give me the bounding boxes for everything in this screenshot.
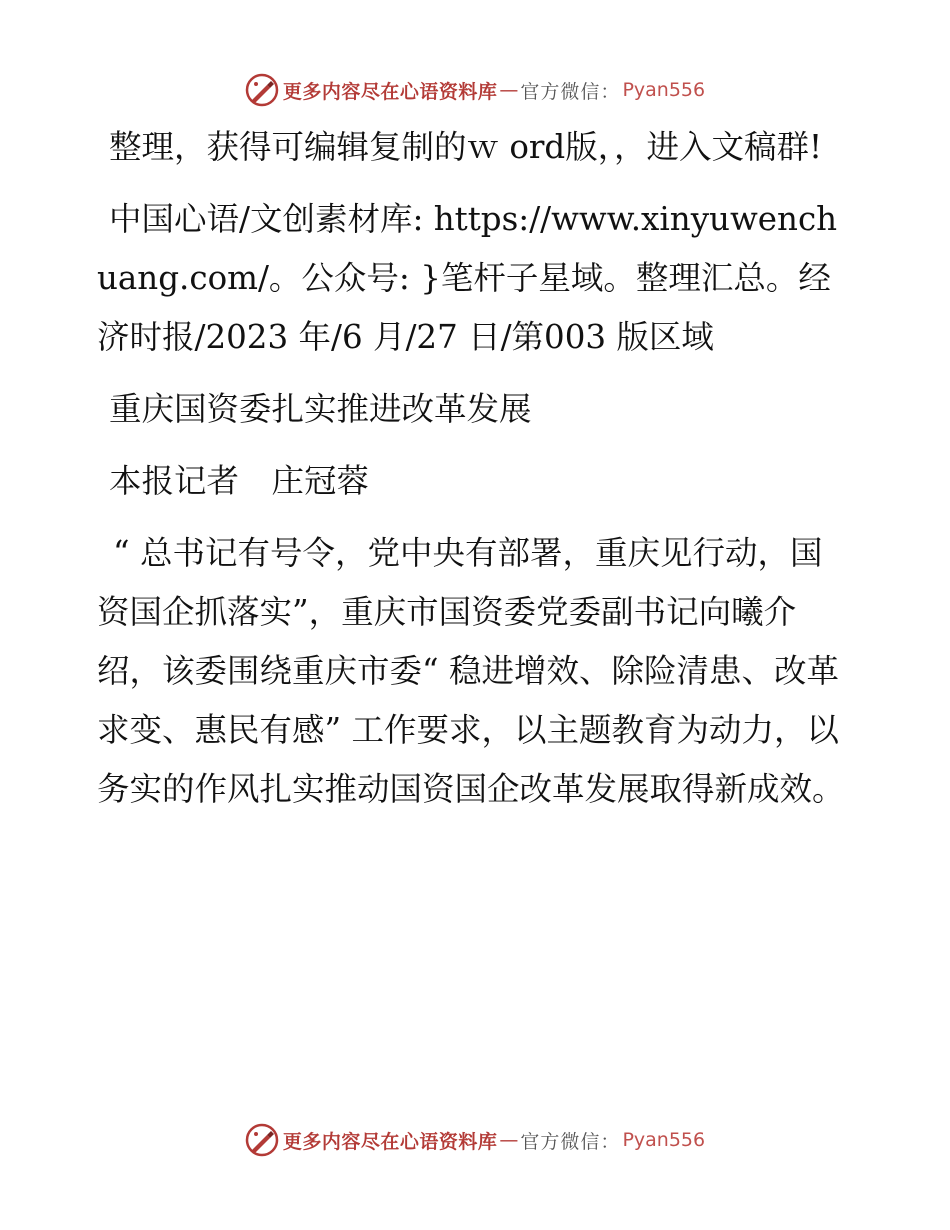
footer-banner bbox=[0, 1122, 950, 1158]
footer-wechat-id: Pyan556 bbox=[622, 1129, 706, 1151]
footer-brand-text: 更多内容尽在心语资料库 bbox=[282, 1130, 498, 1153]
header-wechat-label: 官方微信： bbox=[520, 80, 621, 103]
intro-paragraph: 整理，获得可编辑复制的ｗ ord版，，进入文稿群! bbox=[109, 128, 823, 166]
article-byline: 本报记者 庄冠蓉 bbox=[109, 462, 370, 500]
document-body bbox=[97, 118, 849, 832]
article-headline: 重庆国资委扎实推进改革发展 bbox=[109, 390, 532, 428]
footer-separator: — bbox=[499, 1129, 519, 1151]
footer-wechat-label: 官方微信： bbox=[520, 1130, 621, 1153]
pen-logo-icon bbox=[245, 1123, 279, 1157]
source-paragraph: 中国心语/文创素材库: https://www.xinyuwenchuang.com/。公众号: }笔杆子星域。整理汇总。经济时报/2023 年/6 月/27 日/第003 版区域 bbox=[97, 200, 838, 356]
header-wechat-id: Pyan556 bbox=[622, 79, 706, 101]
header-banner bbox=[0, 72, 950, 108]
header-brand-text: 更多内容尽在心语资料库 bbox=[282, 80, 498, 103]
article-paragraph: “ 总书记有号令，党中央有部署，重庆见行动，国资国企抓落实”，重庆市国资委党委副书记向曦介绍，该委围绕重庆市委“ 稳进增效、除险清患、改革求变、惠民有感” 工作要求，以主题教育为动力，以务实的作风扎实推动国资国企改革发展取得新成效。 bbox=[97, 534, 845, 808]
header-separator: — bbox=[499, 79, 519, 101]
pen-logo-icon bbox=[245, 73, 279, 107]
